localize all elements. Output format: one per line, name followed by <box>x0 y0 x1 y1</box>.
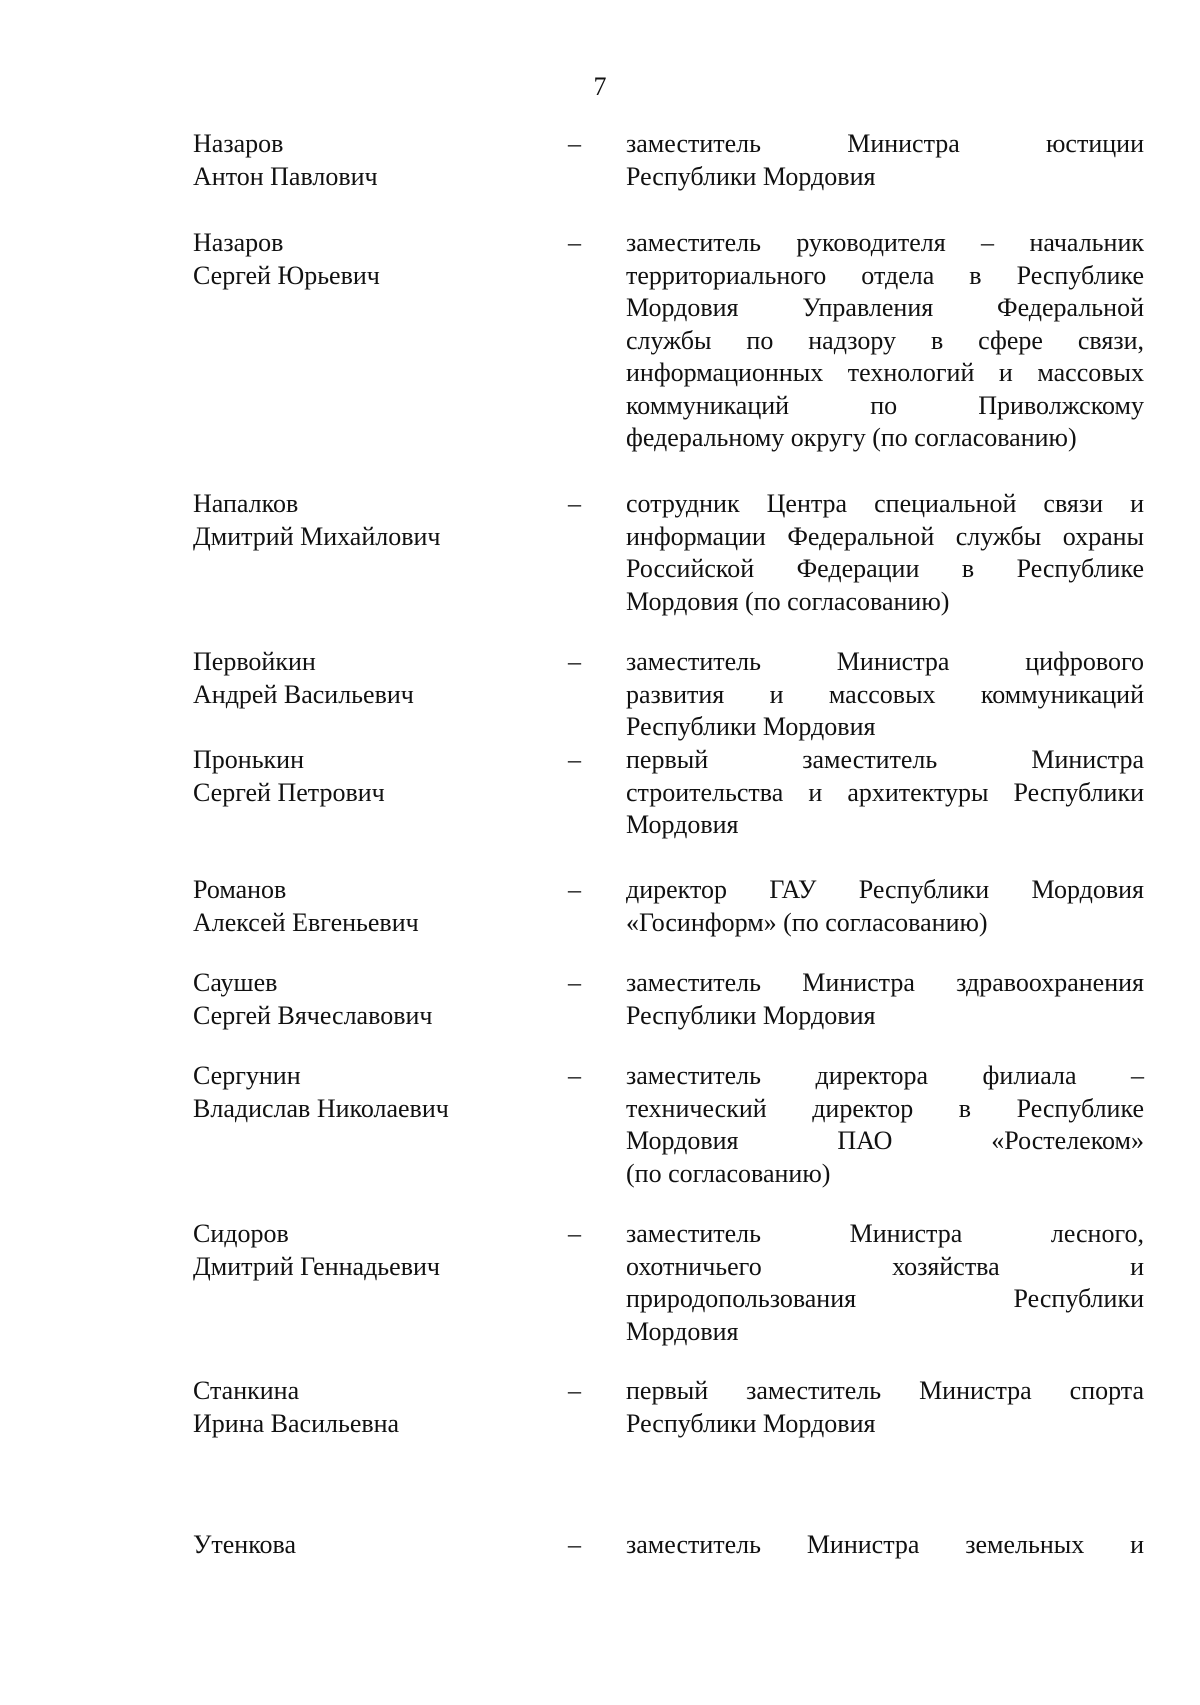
position-line: Мордовия <box>626 810 739 839</box>
person-name <box>193 967 523 1032</box>
position-description <box>626 744 1144 842</box>
position-line: Российской Федерации в Республике <box>626 554 1144 583</box>
position-line: Мордовия <box>626 1316 739 1346</box>
dash-separator: – <box>568 875 581 904</box>
given-names: Антон Павлович <box>193 161 378 191</box>
person-name <box>193 1375 523 1440</box>
position-line: Республики Мордовия <box>626 1408 876 1438</box>
surname: Назаров <box>193 228 284 257</box>
surname: Пронькин <box>193 745 305 774</box>
position-description <box>626 1375 1144 1440</box>
position-line: Республики Мордовия <box>626 161 876 191</box>
position-line: заместитель директора филиала – <box>626 1061 1144 1090</box>
dash-separator: – <box>568 745 581 774</box>
position-line: природопользования Республики <box>626 1284 1144 1313</box>
position-line: заместитель Министра земельных и <box>626 1530 1144 1559</box>
dash-separator: – <box>568 1530 581 1559</box>
position-line: заместитель Министра здравоохранения <box>626 968 1144 997</box>
surname: Назаров <box>193 129 284 158</box>
surname: Утенкова <box>193 1530 297 1559</box>
position-description <box>626 1060 1144 1190</box>
position-line: Мордовия ПАО «Ростелеком» <box>626 1126 1144 1155</box>
position-line: службы по надзору в сфере связи, <box>626 325 1144 355</box>
person-name <box>193 646 523 711</box>
position-line: первый заместитель Министра <box>626 745 1144 774</box>
position-description <box>626 646 1144 744</box>
position-line: «Госинформ» (по согласованию) <box>626 907 988 937</box>
position-description <box>626 1529 1144 1562</box>
position-line: директор ГАУ Республики Мордовия <box>626 875 1144 904</box>
surname: Первойкин <box>193 647 316 676</box>
person-name <box>193 227 523 292</box>
position-line: Мордовия (по согласованию) <box>626 586 950 616</box>
given-names: Дмитрий Геннадьевич <box>193 1251 440 1281</box>
dash-separator: – <box>568 228 581 257</box>
given-names: Ирина Васильевна <box>193 1408 400 1438</box>
dash-separator: – <box>568 1061 581 1090</box>
dash-separator: – <box>568 489 581 518</box>
person-name <box>193 488 523 553</box>
given-names: Сергей Петрович <box>193 777 385 807</box>
position-description <box>626 227 1144 455</box>
given-names: Андрей Васильевич <box>193 679 414 709</box>
surname: Сергунин <box>193 1061 301 1090</box>
position-description <box>626 128 1144 193</box>
position-line: Мордовия Управления Федеральной <box>626 293 1144 322</box>
position-line: Республики Мордовия <box>626 1000 876 1030</box>
position-line: информации Федеральной службы охраны <box>626 521 1144 551</box>
position-description <box>626 967 1144 1032</box>
surname: Напалков <box>193 489 299 518</box>
position-line: информационных технологий и массовых <box>626 358 1144 387</box>
position-description <box>626 874 1144 939</box>
position-line: (по согласованию) <box>626 1158 831 1188</box>
position-description <box>626 488 1144 618</box>
position-line: заместитель Министра юстиции <box>626 129 1144 158</box>
position-line: заместитель Министра цифрового <box>626 647 1144 676</box>
position-line: сотрудник Центра специальной связи и <box>626 489 1144 518</box>
dash-separator: – <box>568 968 581 997</box>
position-line: охотничьего хозяйства и <box>626 1251 1144 1281</box>
dash-separator: – <box>568 129 581 158</box>
given-names: Алексей Евгеньевич <box>193 907 419 937</box>
position-line: первый заместитель Министра спорта <box>626 1376 1144 1405</box>
person-name <box>193 1529 523 1562</box>
dash-separator: – <box>568 1376 581 1405</box>
position-line: коммуникаций по Приволжскому <box>626 390 1144 420</box>
person-name <box>193 744 523 809</box>
surname: Романов <box>193 875 287 904</box>
position-line: технический директор в Республике <box>626 1093 1144 1123</box>
position-line: развития и массовых коммуникаций <box>626 679 1144 709</box>
surname: Саушев <box>193 968 278 997</box>
surname: Станкина <box>193 1376 300 1405</box>
person-name <box>193 1060 523 1125</box>
given-names: Дмитрий Михайлович <box>193 521 441 551</box>
person-name <box>193 128 523 193</box>
given-names: Сергей Юрьевич <box>193 260 380 290</box>
given-names: Владислав Николаевич <box>193 1093 449 1123</box>
position-line: федеральному округу (по согласованию) <box>626 423 1077 452</box>
dash-separator: – <box>568 1219 581 1248</box>
person-name <box>193 1218 523 1283</box>
position-line: территориального отдела в Республике <box>626 260 1144 290</box>
surname: Сидоров <box>193 1219 289 1248</box>
given-names: Сергей Вячеславович <box>193 1000 433 1030</box>
position-line: строительства и архитектуры Республики <box>626 777 1144 807</box>
position-description <box>626 1218 1144 1348</box>
person-name <box>193 874 523 939</box>
page-number: 7 <box>593 72 607 101</box>
position-line: заместитель Министра лесного, <box>626 1219 1144 1248</box>
position-line: заместитель руководителя – начальник <box>626 228 1144 257</box>
dash-separator: – <box>568 647 581 676</box>
position-line: Республики Мордовия <box>626 712 876 741</box>
